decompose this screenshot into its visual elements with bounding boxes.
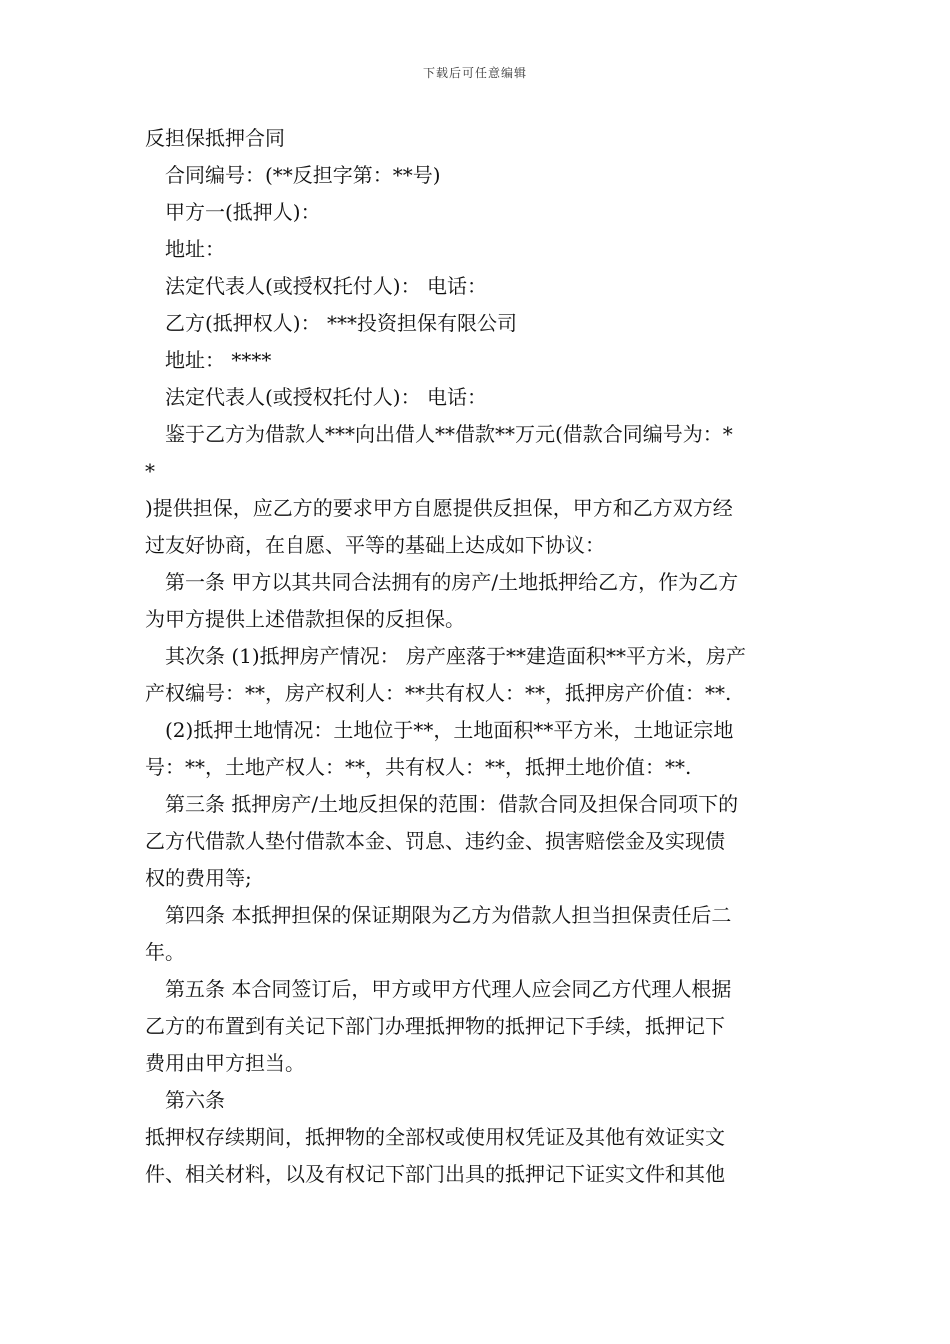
party-a-label: 甲方一(抵押人)： (165, 200, 321, 224)
article-6-heading: 第六条 (165, 1088, 225, 1112)
article-4-line: 年。 (145, 940, 185, 964)
page-header: 下载后可任意编辑 (422, 66, 527, 80)
article-6-line: 抵押权存续期间，抵押物的全部权或使用权凭证及其他有效证实文 (145, 1125, 725, 1149)
article-3-line: 第三条 抵押房产/土地反担保的范围：借款合同及担保合同项下的 (165, 792, 739, 816)
document-title: 反担保抵押合同 (145, 126, 285, 150)
article-5-line: 乙方的布置到有关记下部门办理抵押物的抵押记下手续，抵押记下 (145, 1014, 725, 1038)
party-b-address: 地址： **** (165, 348, 272, 372)
document-body (145, 120, 809, 1193)
article-1-line: 第一条 甲方以其共同合法拥有的房产/土地抵押给乙方，作为乙方 (165, 570, 739, 594)
article-2-line: (2)抵押土地情况：土地位于**，土地面积**平方米，土地证宗地 (165, 718, 734, 742)
article-2-line: 产权编号：**，房产权利人：**共有权人：**，抵押房产价值：**. (145, 681, 732, 705)
party-b-representative: 法定代表人(或授权托付人)： 电话： (165, 385, 487, 409)
article-6-line: 件、相关材料，以及有权记下部门出具的抵押记下证实文件和其他 (145, 1162, 725, 1186)
article-4-line: 第四条 本抵押担保的保证期限为乙方为借款人担当担保责任后二 (165, 903, 732, 927)
article-5-line: 第五条 本合同签订后，甲方或甲方代理人应会同乙方代理人根据 (165, 977, 732, 1001)
article-3-line: 权的费用等; (145, 866, 252, 890)
party-b-label: 乙方(抵押权人)： ***投资担保有限公司 (165, 311, 517, 335)
preamble-line: 鉴于乙方为借款人***向出借人**借款**万元(借款合同编号为：* (165, 422, 733, 446)
article-2-line: 其次条 (1)抵押房产情况： 房产座落于**建造面积**平方米，房产 (165, 644, 747, 668)
article-1-line: 为甲方提供上述借款担保的反担保。 (145, 607, 465, 631)
preamble-line: )提供担保，应乙方的要求甲方自愿提供反担保，甲方和乙方双方经 (145, 496, 733, 520)
preamble-line: * (145, 459, 155, 483)
party-a-representative: 法定代表人(或授权托付人)： 电话： (165, 274, 487, 298)
preamble-line: 过友好协商，在自愿、平等的基础上达成如下协议： (145, 533, 605, 557)
article-5-line: 费用由甲方担当。 (145, 1051, 305, 1075)
contract-number: 合同编号：(**反担字第：**号) (165, 163, 441, 187)
article-3-line: 乙方代借款人垫付借款本金、罚息、违约金、损害赔偿金及实现债 (145, 829, 725, 853)
article-2-line: 号：**，土地产权人：**，共有权人：**，抵押土地价值：**. (145, 755, 692, 779)
party-a-address: 地址： (165, 237, 225, 261)
